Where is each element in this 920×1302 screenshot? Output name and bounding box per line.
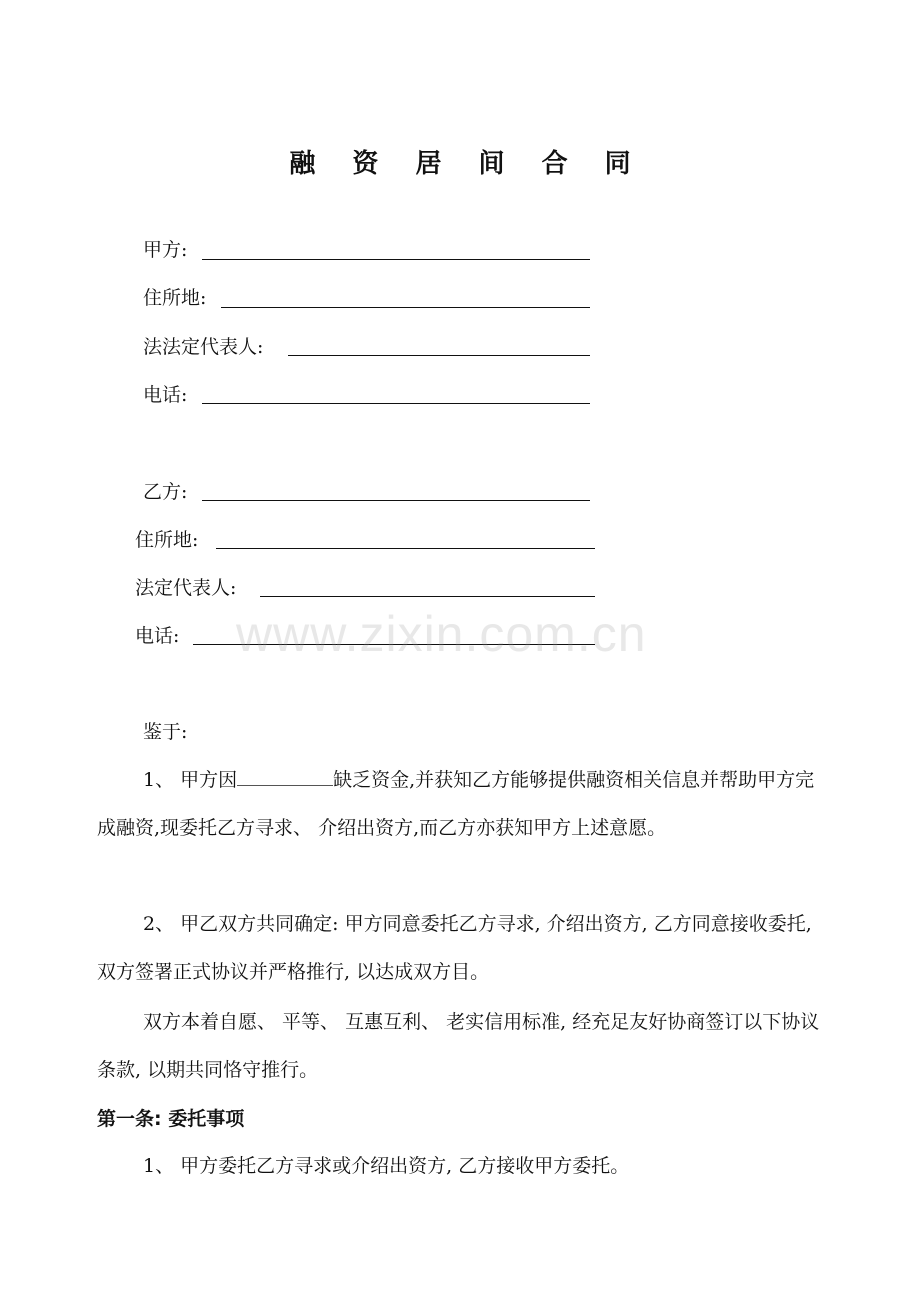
article-1-item-1-text: 1、 甲方委托乙方寻求或介绍出资方, 乙方接收甲方委托。: [143, 1155, 630, 1177]
principle-text: 双方本着自愿、 平等、 互惠互利、 老实信用标准, 经充足友好协商签订以下协议条款, 以期共同恪守推行。: [97, 1011, 820, 1081]
party-a-phone-blank: [202, 403, 590, 404]
document-title: 融 资 居 间 合 同: [289, 149, 645, 179]
watermark: www.zixin.com.cn: [236, 606, 647, 662]
whereas-label: 鉴于:: [143, 721, 188, 743]
recital-1-blank: [237, 767, 333, 786]
party-b-name-blank: [202, 500, 590, 501]
party-a-rep-blank: [288, 355, 590, 356]
party-b-rep-blank: [260, 596, 595, 597]
party-a-address-label: 住所地:: [143, 287, 207, 309]
party-a-rep-label: 法法定代表人:: [143, 336, 264, 358]
party-b-phone-label: 电话:: [135, 625, 180, 647]
recital-2: [97, 900, 827, 996]
principle-paragraph: [97, 998, 827, 1094]
party-b-name-label: 乙方:: [143, 481, 188, 503]
party-a-name-blank: [202, 259, 590, 260]
party-b-address-label: 住所地:: [135, 529, 199, 551]
party-a-address-blank: [221, 307, 590, 308]
party-b-rep-label: 法定代表人:: [135, 577, 237, 599]
recital-1-prefix: 1、 甲方因: [143, 769, 238, 791]
recital-1: [97, 756, 827, 852]
article-1-heading: 第一条: 委托事项: [97, 1108, 245, 1130]
party-a-name-label: 甲方:: [143, 239, 188, 261]
recital-1-suffix: 缺乏资金,并获知乙方能够提供融资相关信息并帮助甲方完成融资,现委托乙方寻求、 介绍出资方,而乙方亦获知甲方上述意愿。: [97, 769, 815, 839]
article-1-item-1: [97, 1142, 827, 1190]
party-a-phone-label: 电话:: [143, 384, 188, 406]
recital-2-text: 2、 甲乙双方共同确定: 甲方同意委托乙方寻求, 介绍出资方, 乙方同意接收委托, 双方签署正式协议并严格推行, 以达成双方目。: [97, 913, 812, 983]
party-b-address-blank: [216, 548, 595, 549]
